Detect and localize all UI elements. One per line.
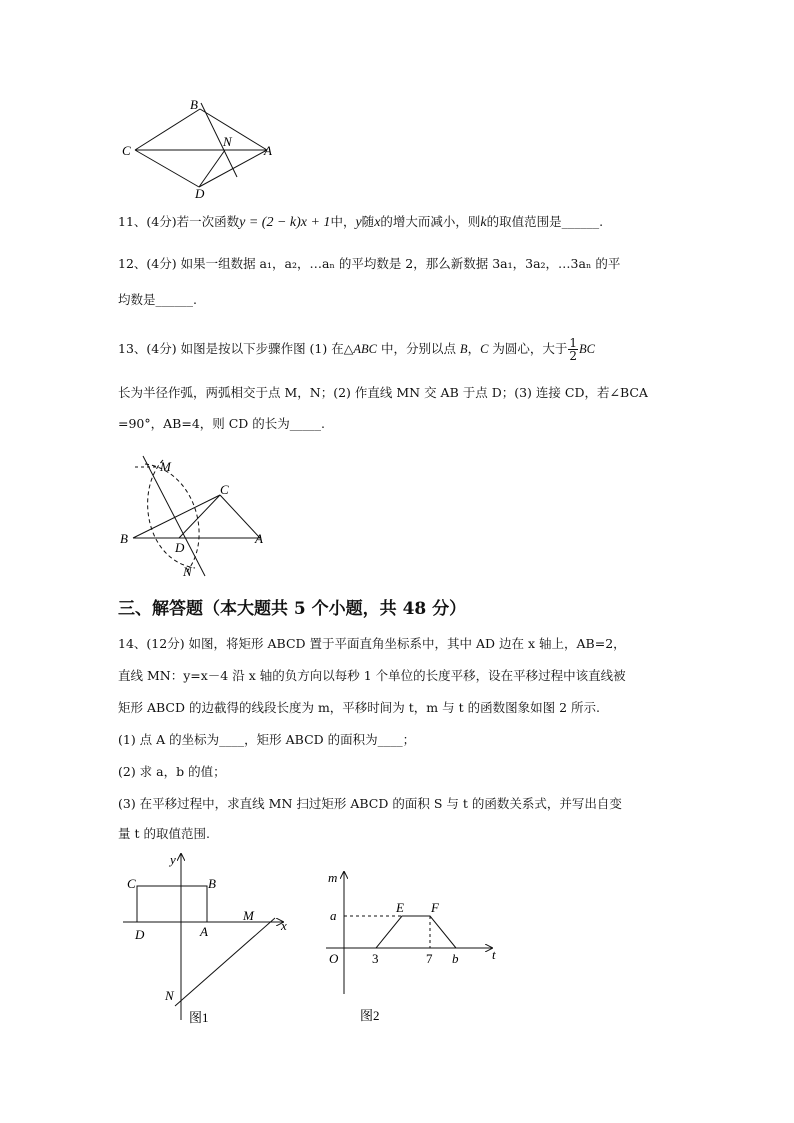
label-b: b bbox=[452, 951, 459, 966]
edge-DC bbox=[135, 150, 199, 187]
construction-figure bbox=[115, 450, 275, 580]
label-t: t bbox=[492, 947, 496, 962]
label-E: E bbox=[396, 900, 404, 915]
label-D: D bbox=[175, 540, 185, 555]
question-11: 11、(4分)若一次函数y = (2 − k)x + 1中，y随x的增大而减小，则k的取值范围是______. bbox=[118, 214, 604, 230]
label-A: A bbox=[255, 531, 263, 546]
figure-1 bbox=[115, 848, 305, 1028]
label-M: M bbox=[160, 459, 171, 474]
question-12-line1: 12、(4分) 如果一组数据 a₁，a₂，…aₙ 的平均数是 2，那么新数据 3a₁，3a₂，…3aₙ 的平 bbox=[118, 256, 621, 271]
label-C: C bbox=[122, 143, 131, 158]
question-14-sub1: (1) 点 A 的坐标为____，矩形 ABCD 的面积为____； bbox=[118, 732, 416, 747]
segment-CA bbox=[220, 495, 260, 538]
question-13-line1: 13、(4分) 如图是按以下步骤作图 (1) 在△ABC 中，分别以点 B，C 为圆心，大于 $\frac{1}{2}$ BC bbox=[118, 336, 596, 363]
q11-formula: y = (2 − k)x + 1 bbox=[239, 215, 331, 230]
label-O: O bbox=[329, 951, 339, 966]
line-MN bbox=[143, 456, 205, 576]
label-A: A bbox=[200, 924, 208, 939]
tick-3: 3 bbox=[372, 951, 379, 966]
edge-CB bbox=[135, 109, 200, 150]
line-MN bbox=[175, 918, 275, 1006]
fraction-one-half: $\frac{1}{2}$ bbox=[569, 336, 578, 363]
tick-7: 7 bbox=[426, 951, 433, 966]
figure-2 bbox=[318, 866, 508, 1028]
label-C: C bbox=[220, 482, 229, 497]
question-13-line3: =90°，AB=4，则 CD 的长为_____. bbox=[118, 416, 326, 431]
label-B: B bbox=[120, 531, 128, 546]
label-m: m bbox=[328, 870, 338, 885]
question-14-sub3-line1: (3) 在平移过程中，求直线 MN 扫过矩形 ABCD 的面积 S 与 t 的函数关系式，并写出自变 bbox=[118, 796, 622, 811]
question-13-line2: 长为半径作弧，两弧相交于点 M，N；(2) 作直线 MN 交 AB 于点 D；(3) 连接 CD，若∠BCA bbox=[118, 385, 648, 400]
figure-2-caption: 图2 bbox=[360, 1008, 380, 1023]
label-N: N bbox=[165, 988, 174, 1003]
question-14-line3: 矩形 ABCD 的边截得的线段长度为 m，平移时间为 t，m 与 t 的函数图象如图 2 所示. bbox=[118, 700, 600, 715]
question-14-line1: 14、(12分) 如图，将矩形 ABCD 置于平面直角坐标系中，其中 AD 边在 x 轴上，AB=2， bbox=[118, 636, 626, 651]
label-y: y bbox=[170, 852, 176, 867]
figure-1-caption: 图1 bbox=[189, 1010, 209, 1025]
section-title: 三、解答题（本大题共 5 个小题，共 48 分） bbox=[118, 599, 467, 619]
label-x: x bbox=[281, 918, 287, 933]
segment-DN bbox=[199, 150, 225, 187]
arc-left bbox=[148, 460, 195, 568]
graph-polyline bbox=[376, 916, 456, 948]
label-a: a bbox=[330, 908, 337, 923]
label-B: B bbox=[190, 97, 198, 112]
label-A: A bbox=[264, 143, 272, 158]
rhombus-figure bbox=[115, 95, 285, 205]
question-14-line2: 直线 MN：y=x－4 沿 x 轴的负方向以每秒 1 个单位的长度平移，设在平移过程中该直线被 bbox=[118, 668, 626, 683]
label-M: M bbox=[243, 908, 254, 923]
label-B: B bbox=[208, 876, 216, 891]
question-14-sub3-line2: 量 t 的取值范围. bbox=[118, 826, 210, 841]
label-N: N bbox=[183, 564, 192, 579]
segment-BC bbox=[133, 495, 220, 538]
label-D: D bbox=[195, 186, 205, 201]
edge-BA bbox=[200, 109, 267, 150]
question-14-sub2: (2) 求 a，b 的值； bbox=[118, 764, 226, 779]
label-C: C bbox=[127, 876, 136, 891]
label-F: F bbox=[431, 900, 439, 915]
rectangle-ABCD bbox=[137, 886, 207, 922]
label-N: N bbox=[223, 134, 232, 149]
question-12-line2: 均数是______. bbox=[118, 292, 197, 307]
label-D: D bbox=[135, 927, 145, 942]
